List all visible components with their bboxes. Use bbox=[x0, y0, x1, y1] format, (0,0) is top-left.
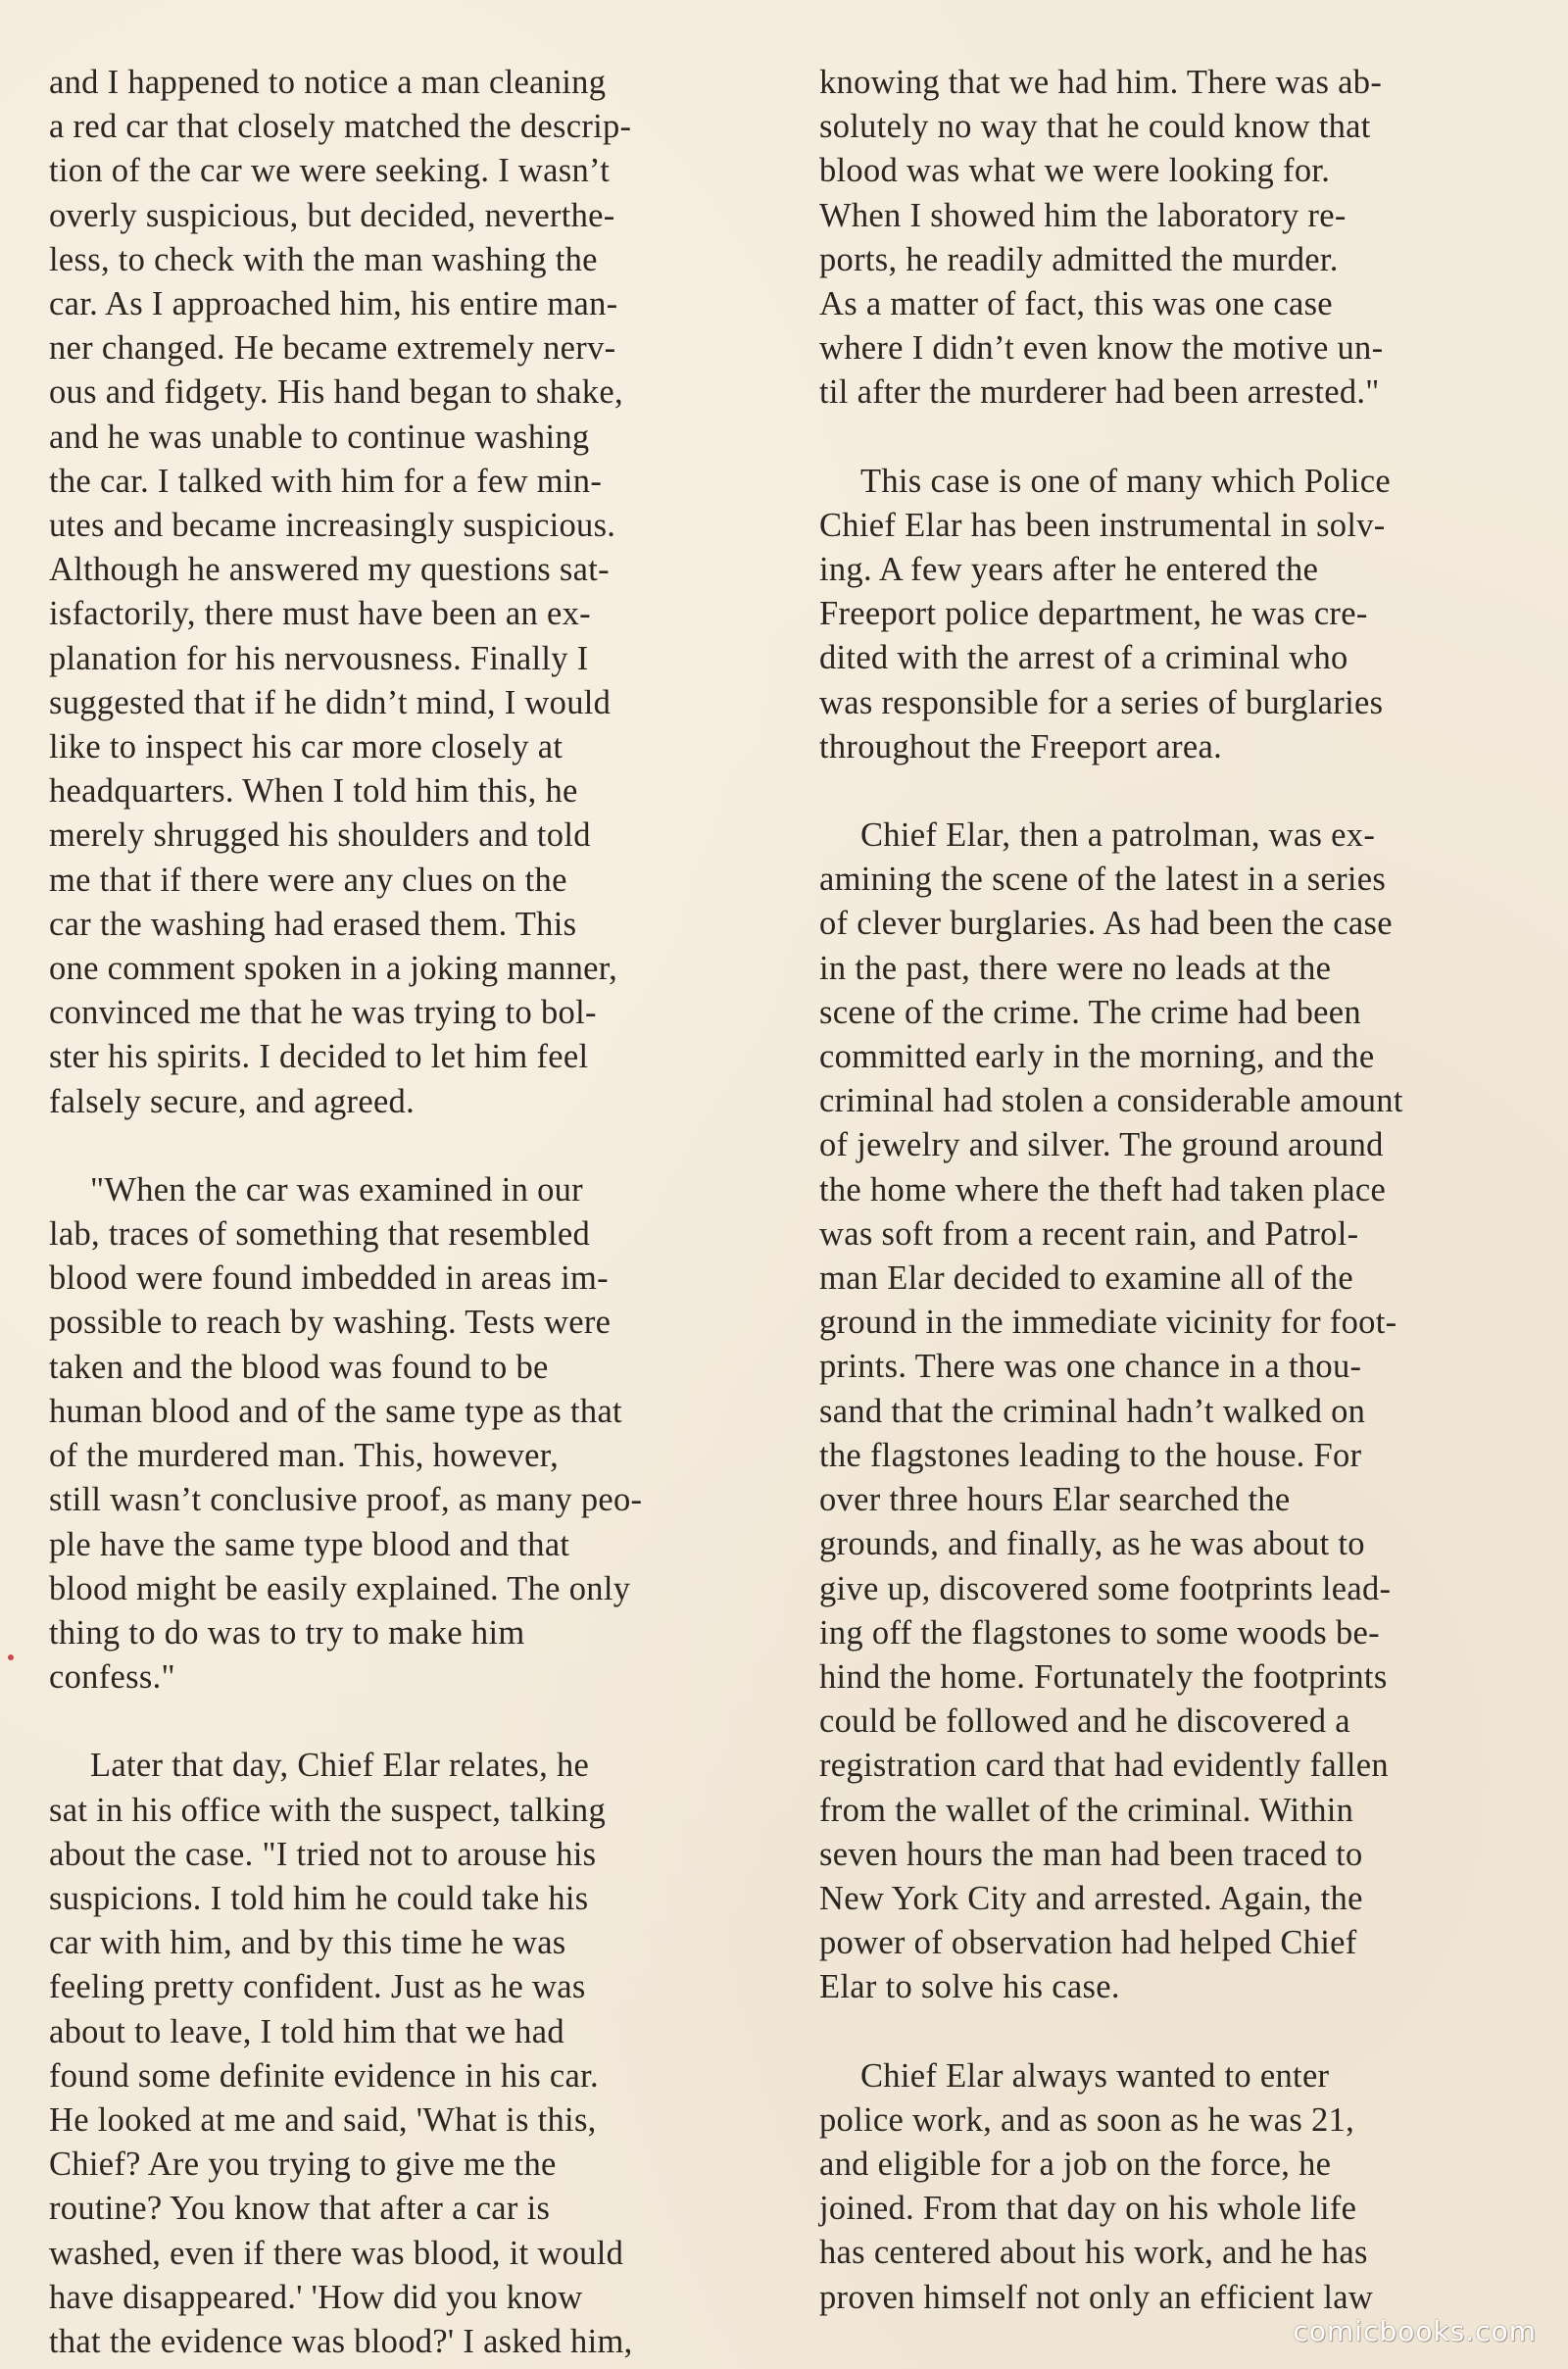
ink-speck bbox=[8, 1654, 14, 1660]
left-paragraph-3: Later that day, Chief Elar relates, he sat in his office with the suspect, talking about the case. "I tried not to arouse his suspicions. I told him he could take his car with him, and by this time he was feeling pretty confident. Just as he was about to leave, I told him that we had found some definite evidence in his car. He looked at me and said, 'What is this, Chief? Are you trying to give me the routine? You know that after a car is washed, even if there was blood, it would have disappeared.' 'How did you know that the evidence was blood?' I asked him, bbox=[49, 1747, 633, 2360]
right-text-column bbox=[819, 61, 1527, 2320]
paragraph-gap bbox=[819, 416, 1527, 460]
left-paragraph-2: "When the car was examined in our lab, traces of something that resembled blood were found imbedded in areas im- possible to reach by washing. Tests were taken and the blood was found to be human blood and of the same type as that of the murdered man. This, however, still wasn’t conclusive proof, as many peo- ple have the same type blood and that blood might be easily explained. The only thing to do was to try to make him confess." bbox=[49, 1170, 643, 1697]
right-paragraph-1: knowing that we had him. There was ab- solutely no way that he could know that blood was what we were looking for. When I showed him the laboratory re- ports, he readily admitted the murder. As a matter of fact, this was one case where I didn’t even know the motive un- til after the murderer had been arrested." bbox=[819, 64, 1384, 412]
paragraph-gap bbox=[819, 769, 1527, 814]
paragraph-gap bbox=[49, 1700, 747, 1744]
left-text-column bbox=[49, 61, 747, 2364]
right-paragraph-3: Chief Elar, then a patrolman, was ex- amining the scene of the latest in a series of clever burglaries. As had been the case in the past, there were no leads at the scene of the crime. The crime had been committed early in the morning, and the criminal had stolen a considerable amount of jewelry and silver. The ground around the home where the theft had taken place was soft from a recent rain, and Patrol- man Elar decided to examine all of the ground in the immediate vicinity for foot- prints. There was one chance in a thou- sand that the criminal hadn’t walked on the flagstones leading to the house. For over three hours Elar searched the grounds, and finally, as he was about to give up, discovered some footprints lead- ing off the flagstones to some woods be- hind the home. Fortunately the footprints could be followed and he discovered a registration card that had evidently fallen from the wallet of the criminal. Within seven hours the man had been traced to New York City and arrested. Again, the power of observation had helped Chief Elar to solve his case. bbox=[819, 816, 1403, 2006]
right-paragraph-2: This case is one of many which Police Chief Elar has been instrumental in solv- ing. A few years after he entered the Freeport police department, he was cre- dited with the arrest of a criminal who was responsible for a series of burglaries throughout the Freeport area. bbox=[819, 462, 1391, 765]
paragraph-gap bbox=[819, 2010, 1527, 2054]
site-watermark: comicbooks.com bbox=[1293, 2315, 1537, 2347]
paragraph-gap bbox=[49, 1124, 747, 1168]
right-paragraph-4: Chief Elar always wanted to enter police work, and as soon as he was 21, and eligible for a job on the force, he joined. From that day on his whole life has centered about his work, and he has proven himself not only an efficient law bbox=[819, 2056, 1374, 2316]
left-paragraph-1: and I happened to notice a man cleaning a red car that closely matched the descrip- tion of the car we were seeking. I wasn’t overly suspicious, but decided, neverthe- less, to check with the man washing the car. As I approached him, his entire man- ner changed. He became extremely nerv- ous and fidgety. His hand began to shake, and he was unable to continue washing the car. I talked with him for a few min- utes and became increasingly suspicious. Although he answered my questions sat- isfactorily, there must have been an ex- planation for his nervousness. Finally I suggested that if he didn’t mind, I would like to inspect his car more closely at headquarters. When I told him this, he merely shrugged his shoulders and told me that if there were any clues on the car the washing had erased them. This one comment spoken in a joking manner, convinced me that he was trying to bol- ster his spirits. I decided to let him feel falsely secure, and agreed. bbox=[49, 64, 632, 1120]
